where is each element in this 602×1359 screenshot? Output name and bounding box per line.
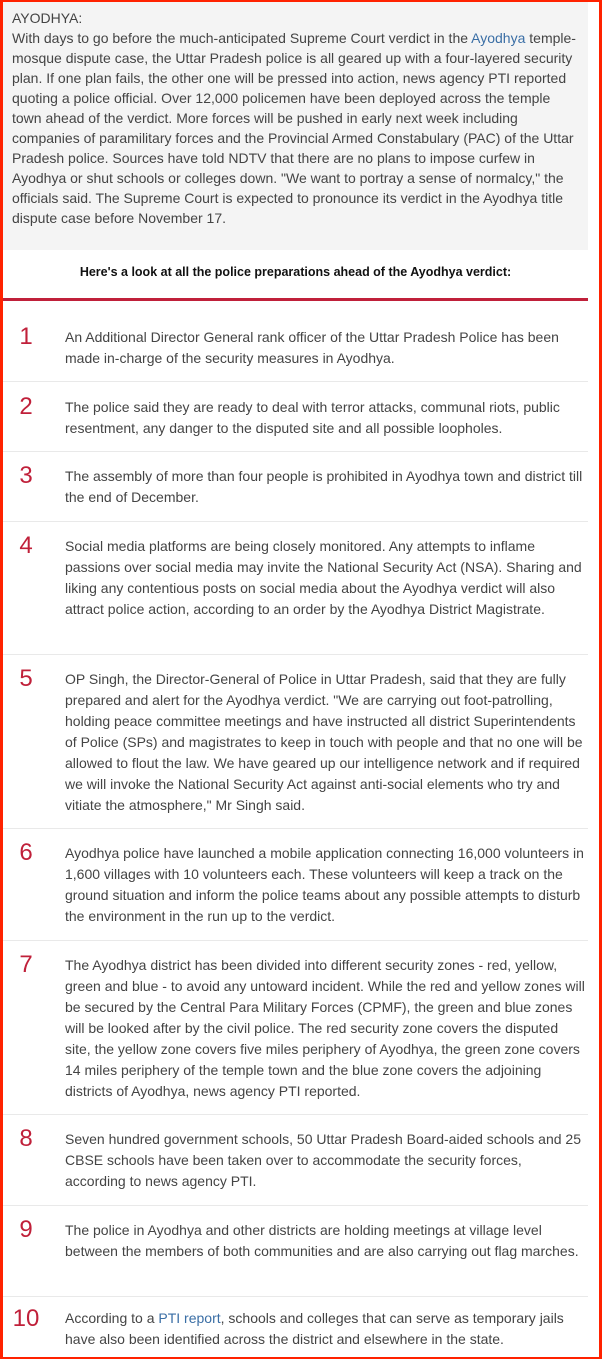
intro-box [3, 2, 588, 250]
list-heading: Here's a look at all the police preparations ahead of the Ayodhya verdict: [79, 265, 512, 279]
item-number: 5 [19, 665, 33, 692]
item-text: The assembly of more than four people is prohibited in Ayodhya town and district till the end of December. [65, 468, 583, 505]
list-item [3, 655, 588, 829]
list-item [3, 941, 588, 1115]
preparations-list [3, 301, 588, 1357]
intro-paragraph [12, 28, 579, 228]
item-text: Ayodhya police have launched a mobile application connecting 16,000 volunteers in 1,600 villages with 10 volunteers each. These volunteers will keep a track on the ground situation and inform the police teams about any possible attempts to disturb the environment in the run up to the verdict. [65, 845, 584, 924]
item-text: Social media platforms are being closely monitored. Any attempts to inflame passions over social media may invite the National Security Act (NSA). Sharing and liking any contentious posts on social media about the Ayodhya verdict will also attract police action, according to an order by the Ayodhya District Magistrate. [65, 538, 582, 617]
item-text-after-link: , schools and colleges that can serve as temporary jails have also been identified across the district and elsewhere in the state. [65, 1310, 564, 1347]
item-number: 2 [19, 393, 33, 420]
item-number: 9 [19, 1216, 33, 1243]
item-text: An Additional Director General rank officer of the Uttar Pradesh Police has been made in-charge of the security measures in Ayodhya. [65, 329, 559, 366]
item-text: OP Singh, the Director-General of Police in Uttar Pradesh, said that they are fully prepared and alert for the Ayodhya verdict. "We are carrying out foot-patrolling, holding peace committee meetings and have instructed all district Superintendents of Police (SPs) and magistrates to keep in touch with people and that no one will be allowed to flout the law. We have geared up our intelligence network and if required we will invoke the National Security Act against anti-social elements who try and vitiate the atmosphere," Mr Singh said. [65, 671, 583, 813]
item-number: 8 [19, 1125, 33, 1152]
list-item [3, 382, 588, 452]
pti-report-link[interactable]: PTI report [158, 1310, 221, 1326]
item-text: The police in Ayodhya and other districts are holding meetings at village level between the members of both communities and are also carrying out flag marches. [65, 1222, 579, 1259]
dateline: AYODHYA: [12, 10, 83, 26]
list-item [3, 452, 588, 522]
list-item [3, 1206, 588, 1297]
intro-text-before-link: With days to go before the much-anticipated Supreme Court verdict in the [12, 30, 472, 46]
ayodhya-link[interactable]: Ayodhya [471, 30, 526, 46]
item-text: The Ayodhya district has been divided into different security zones - red, yellow, green and blue - to avoid any untoward incident. While the red and yellow zones will be secured by the Central Para Military Forces (CPMF), the green and blue zones will be looked after by the civil police. The red security zone covers the disputed site, the yellow zone covers five miles periphery of Ayodhya, the green zone covers 14 miles periphery of the temple town and the blue zone covers the adjoining districts of Ayodhya, news agency PTI reported. [65, 957, 585, 1099]
list-item [3, 522, 588, 655]
list-item [3, 301, 588, 382]
item-number: 3 [19, 462, 33, 489]
item-number: 6 [19, 839, 33, 866]
item-number: 10 [12, 1305, 40, 1332]
item-text: Seven hundred government schools, 50 Uttar Pradesh Board-aided schools and 25 CBSE schools have been taken over to accommodate the security forces, according to news agency PTI. [65, 1131, 581, 1189]
item-number: 4 [19, 532, 33, 559]
item-number: 1 [19, 323, 33, 350]
list-item [3, 1115, 588, 1206]
intro-text-after-link: temple-mosque dispute case, the Uttar Pradesh police is all geared up with a four-layered security plan. If one plan fails, the other one will be pressed into action, news agency PTI reported quoting a police official. Over 12,000 policemen have been deployed across the temple town ahead of the verdict. More forces will be pushed in early next week including companies of paramilitary forces and the Provincial Armed Constabulary (PAC) of the Uttar Pradesh police. Sources have told NDTV that there are no plans to impose curfew in Ayodhya or shut schools or colleges down. "We want to portray a sense of normalcy," the officials said. The Supreme Court is expected to pronounce its verdict in the Ayodhya title dispute case before November 17. [12, 30, 576, 226]
item-number: 7 [19, 951, 33, 978]
list-item [3, 1297, 588, 1357]
item-text: The police said they are ready to deal with terror attacks, communal riots, public resentment, any danger to the disputed site and all possible loopholes. [65, 399, 560, 436]
item-text [65, 1308, 586, 1350]
item-text-before-link: According to a [65, 1310, 159, 1326]
list-item [3, 829, 588, 941]
